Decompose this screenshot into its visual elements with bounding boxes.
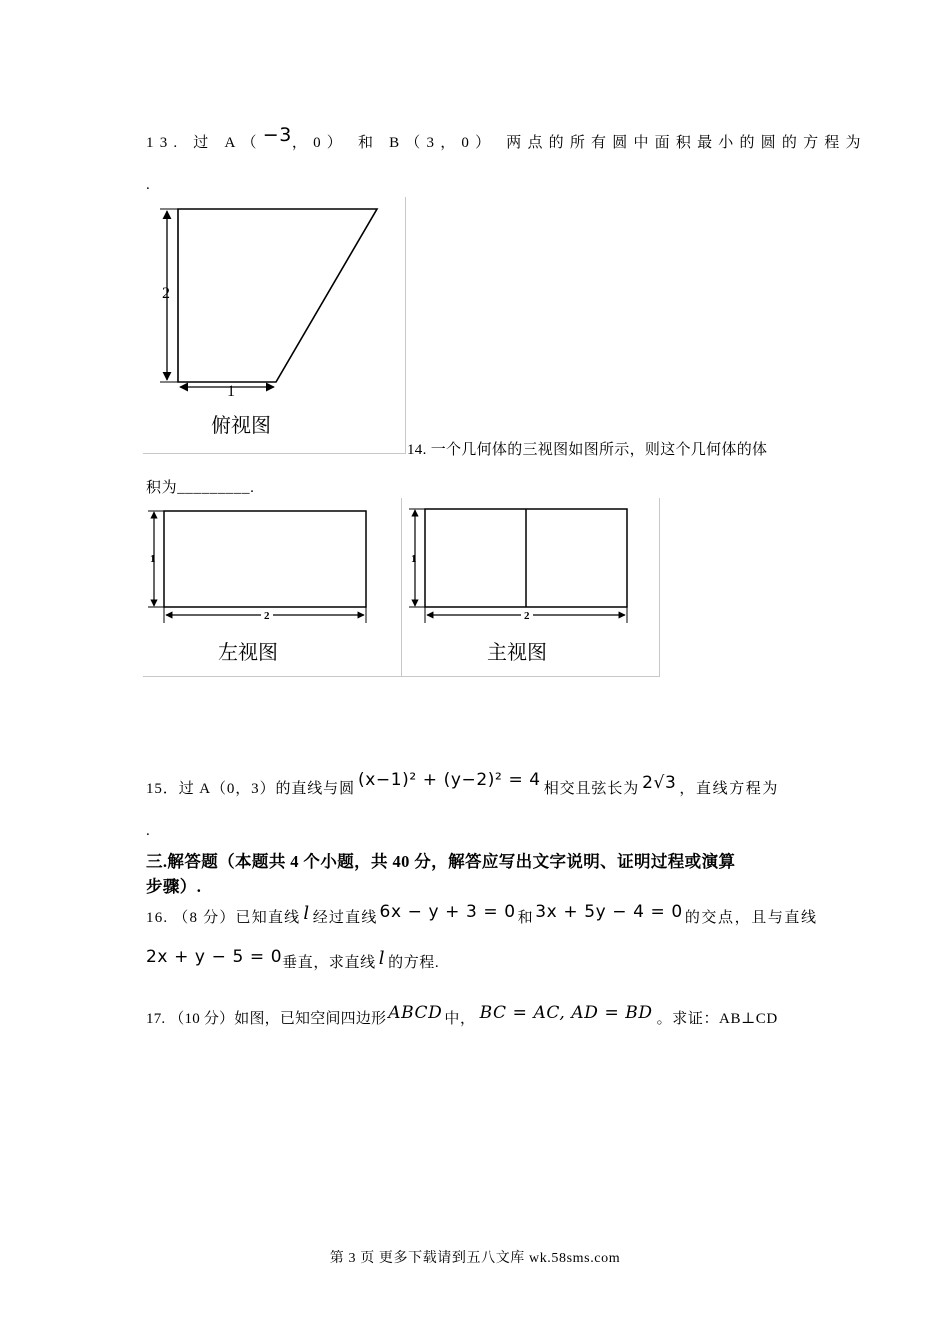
- question-15-tail: .: [146, 823, 151, 839]
- q16-text-d: 的交点，且与直线: [684, 910, 818, 926]
- q15-text-a: 15．过 A（0，3）的直线与圆: [146, 781, 355, 797]
- q16-l: l: [303, 903, 310, 924]
- front-view-dim-height: 1: [411, 553, 417, 565]
- q13-text-b: ，0） 和 B（3，0） 两点的所有圆中面积最小的圆的方程为: [291, 135, 867, 151]
- top-view-figure: [143, 197, 406, 454]
- q16-eq1: 6x − y + 3 = 0: [379, 902, 516, 922]
- q15-circle-equation: (x−1)² + (y−2)² = 4: [357, 770, 541, 790]
- left-view-rect: [164, 511, 366, 607]
- q16-text-a: 16. （8 分）已知直线: [146, 910, 301, 926]
- page-footer: 第 3 页 更多下载请到五八文库 wk.58sms.com: [329, 1251, 621, 1266]
- section-3-heading-line2: 步骤）.: [146, 877, 202, 896]
- left-view-caption: 左视图: [218, 640, 278, 664]
- question-13-tail: .: [146, 177, 151, 193]
- q17-text-a: 17. （10 分）如图，已知空间四边形: [146, 1011, 387, 1027]
- q15-text-c: ，直线方程为: [679, 781, 779, 797]
- q15-text-b: 相交且弦长为: [543, 781, 640, 797]
- top-view-dim-width: 1: [227, 383, 235, 400]
- question-16-line1: [146, 902, 818, 927]
- q15-chord-length: 2√3: [642, 773, 677, 793]
- question-16-line2: [146, 947, 440, 972]
- section-3-heading-line1: 三.解答题（本题共 4 个小题，共 40 分，解答应写出文字说明、证明过程或演算: [146, 852, 736, 871]
- front-view-figure: [401, 498, 660, 677]
- question-14-line2: 积为_________.: [146, 480, 255, 496]
- q16-text-b: 经过直线: [312, 910, 378, 926]
- q17-abcd: ABCD: [388, 1003, 443, 1023]
- q17-equation: BC = AC, AD = BD: [479, 1003, 653, 1023]
- q16-l2: l: [378, 948, 386, 969]
- front-view-dim-width: 2: [521, 610, 533, 622]
- question-17: [146, 1003, 778, 1028]
- q17-text-c: 。求证：AB⊥CD: [656, 1011, 778, 1027]
- q17-text-b: 中，: [444, 1011, 476, 1027]
- top-view-dim-height: 2: [162, 285, 170, 302]
- question-13-line1: [146, 124, 867, 152]
- left-view-dim-width: 2: [261, 610, 273, 622]
- q16-text-f: 的方程.: [388, 955, 440, 971]
- trapezoid-outline: [178, 209, 377, 382]
- q16-text-e: 垂直，求直线: [282, 955, 376, 971]
- q16-eq3: 2x + y − 5 = 0: [146, 947, 283, 967]
- question-15-line1: [146, 770, 779, 798]
- left-view-figure: [143, 498, 402, 677]
- q16-eq2: 3x + 5y − 4 = 0: [535, 902, 683, 922]
- q16-text-c: 和: [517, 910, 534, 926]
- q13-minus3: −3: [262, 124, 292, 146]
- left-view-dim-height: 1: [150, 553, 156, 565]
- top-view-caption: 俯视图: [211, 413, 271, 437]
- front-view-caption: 主视图: [487, 640, 547, 664]
- question-14-line1: 14. 一个几何体的三视图如图所示，则这个几何体的体: [407, 442, 768, 458]
- top-view-drawing: [143, 197, 405, 453]
- q13-text-a: 13. 过 A（: [146, 135, 263, 151]
